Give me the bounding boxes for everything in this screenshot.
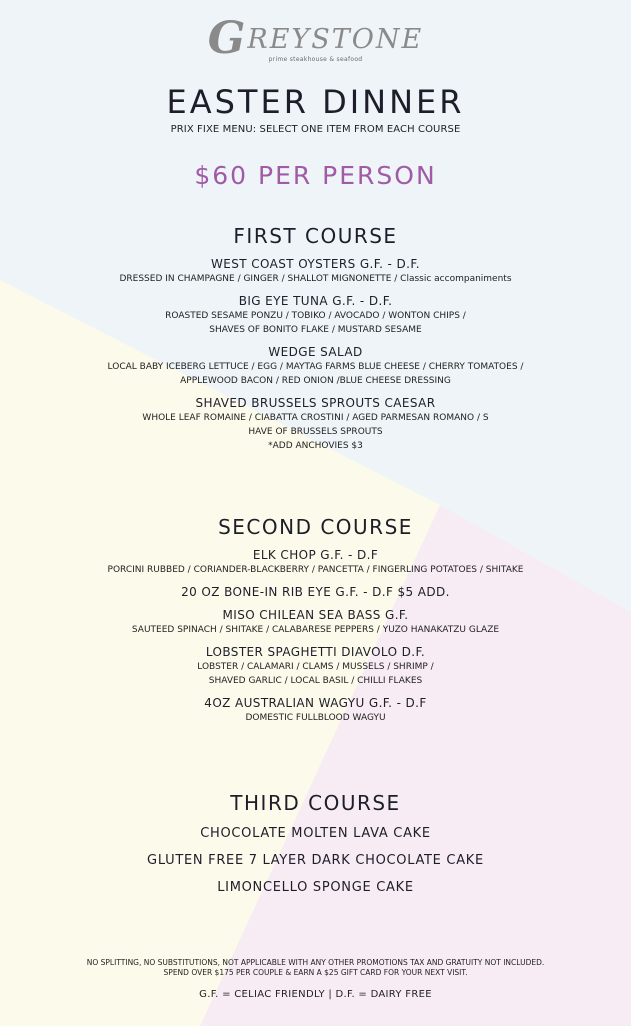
logo-rest: REYSTONE — [247, 24, 424, 55]
menu-item — [0, 696, 631, 725]
price-per-person: $60 PER PERSON — [194, 161, 437, 190]
item-name: WEST COAST OYSTERS G.F. - D.F. — [211, 257, 420, 271]
item-name: BIG EYE TUNA G.F. - D.F. — [238, 294, 393, 308]
logo-initial: G — [207, 13, 248, 64]
item-description: PORCINI RUBBED / CORIANDER-BLACKBERRY / PANCETTA / FINGERLING POTATOES / SHITAKE — [107, 565, 524, 575]
dessert-item: GLUTEN FREE 7 LAYER DARK CHOCOLATE CAKE — [147, 853, 484, 868]
menu-item — [0, 345, 631, 388]
menu-item — [0, 585, 631, 600]
first-course-section — [0, 224, 631, 453]
menu-item — [0, 548, 631, 577]
item-description: DOMESTIC FULLBLOOD WAGYU — [245, 713, 386, 723]
item-name: ELK CHOP G.F. - D.F — [252, 548, 379, 562]
menu-item — [0, 294, 631, 337]
diet-legend: G.F. = CELIAC FRIENDLY | D.F. = DAIRY FREE — [199, 989, 432, 1000]
first-course-title: FIRST COURSE — [233, 224, 398, 248]
item-description: WHOLE LEAF ROMAINE / CIABATTA CROSTINI / AGED PARMESAN ROMANO / S HAVE OF BRUSSELS SPROUTS *ADD ANCHOVIES $3 — [142, 413, 489, 451]
terms-line: NO SPLITTING, NO SUBSTITUTIONS, NOT APPLICABLE WITH ANY OTHER PROMOTIONS TAX AND GRATUITY NOT INCLUDED. — [86, 958, 545, 967]
dessert-item: CHOCOLATE MOLTEN LAVA CAKE — [200, 826, 431, 841]
item-name: 4OZ AUSTRALIAN WAGYU G.F. - D.F — [204, 696, 427, 710]
dessert-item: LIMONCELLO SPONGE CAKE — [217, 880, 414, 895]
item-description: LOBSTER / CALAMARI / CLAMS / MUSSELS / SHRIMP / SHAVED GARLIC / LOCAL BASIL / CHILLI FLAKES — [197, 662, 434, 686]
logo-tagline: prime steakhouse & seafood — [268, 56, 363, 63]
item-description: LOCAL BABY ICEBERG LETTUCE / EGG / MAYTAG FARMS BLUE CHEESE / CHERRY TOMATOES / APPLEWOOD BACON / RED ONION /BLUE CHEESE DRESSING — [107, 362, 524, 386]
page-title: EASTER DINNER — [166, 83, 465, 121]
third-course-title: THIRD COURSE — [230, 791, 401, 815]
menu-item — [0, 257, 631, 286]
menu-item — [0, 396, 631, 453]
item-description: SAUTEED SPINACH / SHITAKE / CALABARESE PEPPERS / YUZO HANAKATZU GLAZE — [131, 625, 500, 635]
menu-item — [0, 608, 631, 637]
promo-line: SPEND OVER $175 PER COUPLE & EARN A $25 GIFT CARD FOR YOUR NEXT VISIT. — [163, 968, 468, 977]
item-name: SHAVED BRUSSELS SPROUTS CAESAR — [195, 396, 436, 410]
third-course-section — [0, 791, 631, 896]
second-course-title: SECOND COURSE — [218, 515, 413, 539]
menu-item — [0, 645, 631, 688]
second-course-section — [0, 515, 631, 725]
footer-terms — [0, 958, 631, 978]
item-name: LOBSTER SPAGHETTI DIAVOLO D.F. — [205, 645, 426, 659]
item-name: 20 OZ BONE-IN RIB EYE G.F. - D.F $5 ADD. — [181, 585, 450, 599]
page-subtitle: PRIX FIXE MENU: SELECT ONE ITEM FROM EACH COURSE — [170, 124, 461, 135]
item-name: MISO CHILEAN SEA BASS G.F. — [222, 608, 409, 622]
item-description: DRESSED IN CHAMPAGNE / GINGER / SHALLOT MIGNONETTE / Classic accompaniments — [119, 274, 512, 284]
item-description: ROASTED SESAME PONZU / TOBIKO / AVOCADO / WONTON CHIPS / SHAVES OF BONITO FLAKE / MUSTARD SESAME — [165, 311, 466, 335]
item-name: WEDGE SALAD — [268, 345, 363, 359]
logo — [0, 13, 631, 64]
